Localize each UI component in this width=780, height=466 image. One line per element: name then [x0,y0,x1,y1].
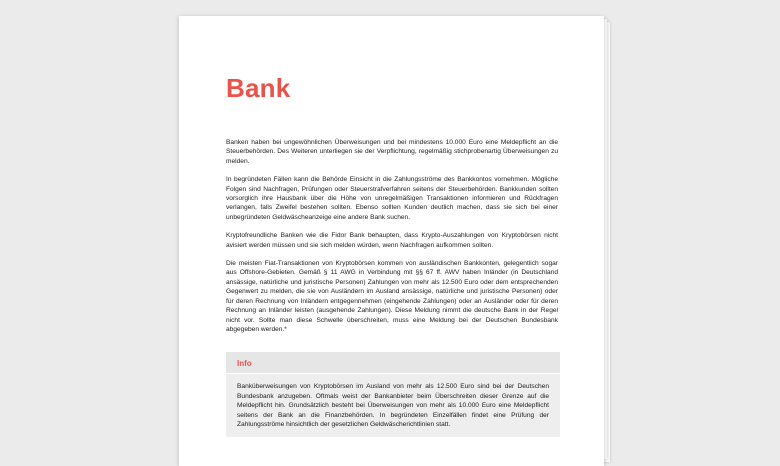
info-text: Banküberweisungen von Kryptobörsen im Ausland von mehr als 12.500 Euro sind bei der Deutschen Bundesbank anzugeben. Oftmals weist der Bankanbieter beim Überschreiten dieser Grenze auf die Meldepflicht hin. Grundsätzlich besteht bei Überweisungen von mehr als 10.000 Euro eine Meldepflicht seitens der Bank an die Finanzbehörden. In begründeten Einzelfällen findet eine Prüfung der Zahlungsströme hinsichtlich der gesetzlichen Geldwäscherichtlinien statt. [237,383,549,428]
document-page [179,16,604,466]
info-box [226,352,560,437]
paragraph: Kryptofreundliche Banken wie die Fidor Bank behaupten, dass Krypto-Auszahlungen von Kryptobörsen nicht avisiert werden müssen und sie sich melden würden, wenn Nachfragen aufkommen sollten. [226,232,558,249]
document-body [226,138,558,334]
page-title: Bank [226,73,291,103]
info-heading: Info [226,352,560,374]
paragraph: Banken haben bei ungewöhnlichen Überweisungen und bei mindestens 10.000 Euro eine Meldepflicht an die Steuerbehörden. Des Weiteren unterliegen sie der Verpflichtung, regelmäßig stichprobenartig Überweisungen zu melden. [226,139,558,165]
paragraph: Die meisten Fiat-Transaktionen von Kryptobörsen kommen von ausländischen Bankkonten, gelegentlich sogar aus Offshore-Gebieten. Gemäß § 11 AWG in Verbindung mit §§ 67 ff. AWV haben Inländer (in Deutschland ansässige, natürliche und juristische Personen) Zahlungen von mehr als 12.500 Euro oder dem entsprechenden Gegenwert zu melden, die sie von Ausländern im Ausland ansässige, natürliche und juristische Personen) oder für deren Rechnung von Inländern entgegennehmen (eingehende Zahlungen) oder an Ausländer oder für deren Rechnung an Inländer leisten (ausgehende Zahlungen). Diese Meldung nimmt die deutsche Bank in der Regel nicht vor. Sollte man diese Schwelle überschreiten, muss eine Meldung bei der Deutschen Bundesbank abgegeben werden.* [226,260,558,333]
paragraph: In begründeten Fällen kann die Behörde Einsicht in die Zahlungsströme des Bankkontos vornehmen. Mögliche Folgen sind Nachfragen, Prüfungen oder Steuerstrafverfahren seitens der Steuerbehörden. Bankkunden sollten vorsorglich ihre Hausbank über die Höhe von unregelmäßigen Transaktionen informieren und Rückfragen verlangen, falls Zweifel bestehen sollten. Ebenso sollten Kunden deutlich machen, dass sie sich bei einer unbegründeten Geldwäscheanzeige eine andere Bank suchen. [226,176,558,221]
